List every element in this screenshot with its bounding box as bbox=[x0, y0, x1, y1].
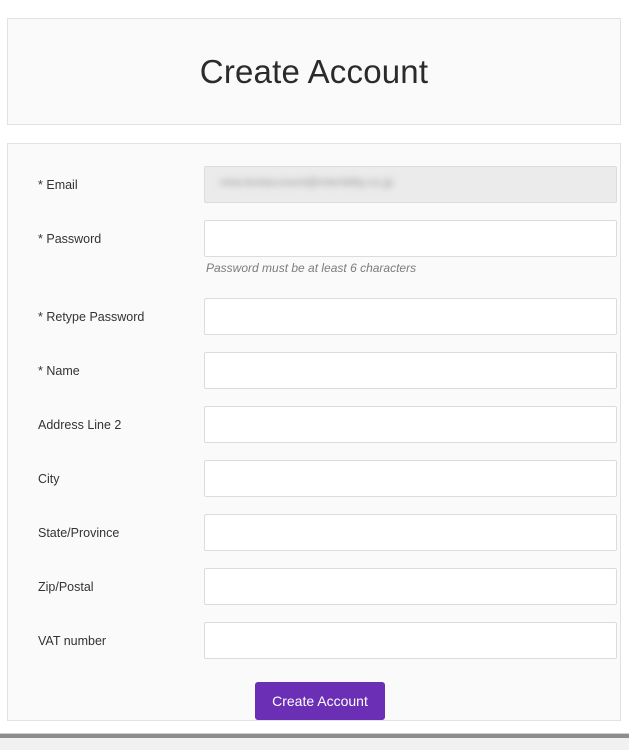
form-row-vat-number bbox=[32, 618, 598, 672]
label-retype-password bbox=[38, 310, 144, 324]
label-text-email: Email bbox=[46, 178, 78, 192]
label-text-name: Name bbox=[46, 364, 80, 377]
label-password bbox=[38, 232, 101, 246]
label-city: City bbox=[38, 472, 60, 486]
form-row-password bbox=[32, 216, 598, 294]
form-row-city bbox=[32, 456, 598, 510]
create-account-button[interactable]: Create Account bbox=[255, 682, 385, 720]
submit-row bbox=[32, 672, 598, 732]
form-row-retype-password bbox=[32, 294, 598, 348]
retype-password-field[interactable] bbox=[204, 298, 617, 335]
required-marker: * bbox=[38, 178, 43, 192]
form-row-email bbox=[32, 162, 598, 216]
address-line-2-field[interactable] bbox=[204, 406, 617, 443]
page-header-panel bbox=[7, 18, 621, 125]
form-row-address-line-2 bbox=[32, 402, 598, 456]
city-field[interactable] bbox=[204, 460, 617, 497]
label-name bbox=[38, 364, 80, 377]
email-value-blur-overlay bbox=[204, 166, 617, 203]
password-field[interactable] bbox=[204, 220, 617, 257]
required-marker: * bbox=[38, 232, 43, 246]
vat-number-field[interactable] bbox=[204, 622, 617, 659]
form-row-name bbox=[32, 348, 598, 402]
state-province-field[interactable] bbox=[204, 514, 617, 551]
form-row-zip-postal bbox=[32, 564, 598, 618]
name-field[interactable] bbox=[204, 352, 617, 389]
zip-postal-field[interactable] bbox=[204, 568, 617, 605]
required-marker: * bbox=[38, 364, 43, 377]
label-zip-postal: Zip/Postal bbox=[38, 580, 94, 594]
page-title: Create Account bbox=[199, 53, 429, 90]
label-vat-number: VAT number bbox=[38, 634, 107, 648]
label-email bbox=[38, 178, 78, 192]
window-bottom-strip bbox=[0, 733, 629, 750]
label-text-retype-password: Retype Password bbox=[46, 310, 145, 324]
label-text-password: Password bbox=[46, 232, 102, 246]
label-state-province: State/Province bbox=[38, 526, 120, 540]
bottom-divider bbox=[0, 734, 629, 738]
create-account-form bbox=[7, 143, 621, 721]
password-hint: Password must be at least 6 characters bbox=[206, 261, 417, 275]
form-row-state-province bbox=[32, 510, 598, 564]
label-address-line-2: Address Line 2 bbox=[38, 418, 122, 432]
email-value-text: new.testaccount@interbility.co.jp bbox=[220, 175, 394, 189]
required-marker: * bbox=[38, 310, 43, 324]
